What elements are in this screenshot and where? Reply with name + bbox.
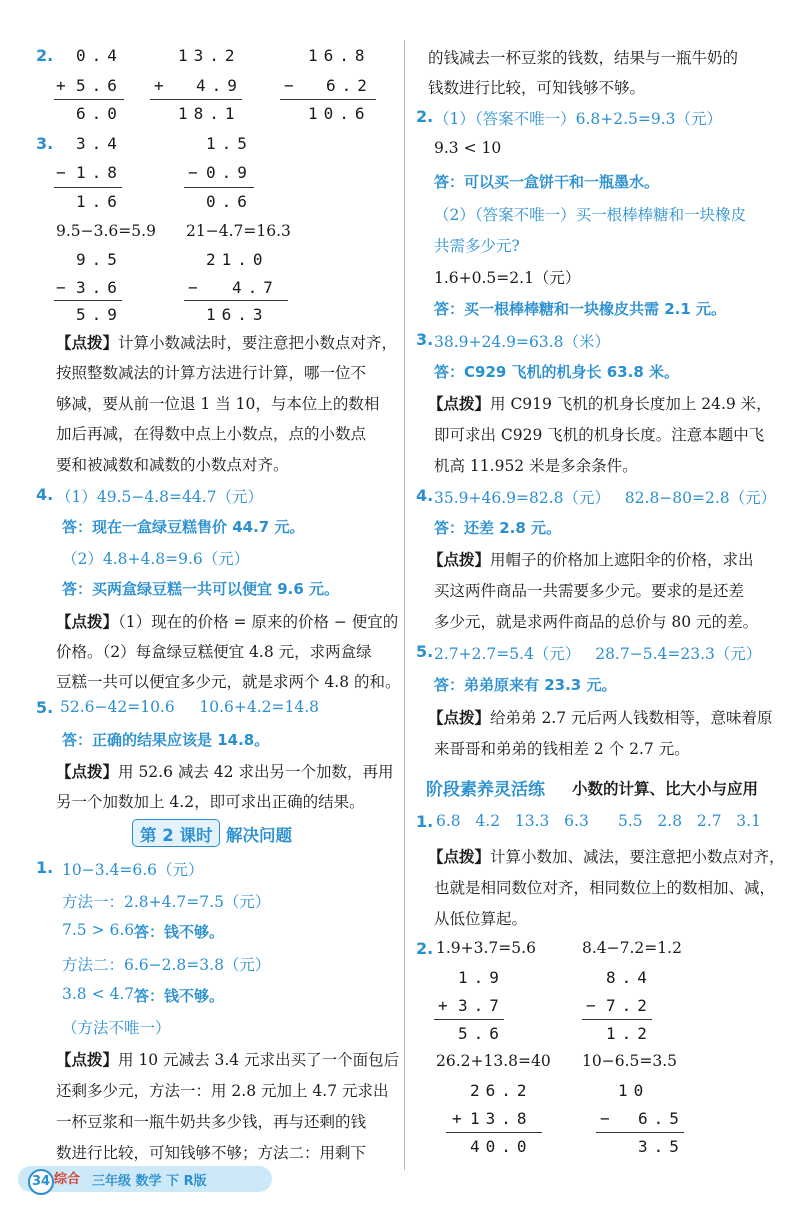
note: （方法不唯一） (62, 1019, 171, 1037)
tip-line (56, 1048, 399, 1070)
sum-line (596, 1132, 684, 1133)
calc-line: 2.7+2.7=5.4（元） 28.7−5.4=23.3（元） (434, 645, 762, 663)
sum-line (184, 187, 254, 188)
r-q2-number: 2. (416, 107, 434, 126)
tip-line (56, 760, 393, 782)
v3-a: 26.2 (470, 1081, 533, 1100)
q5-number: 5. (36, 698, 54, 717)
v3-a: 9.5 (76, 250, 123, 269)
tip-line: 按照整数减法的计算方法进行计算，哪一位不 (56, 364, 367, 382)
section-title: 解决问题 (226, 826, 292, 845)
footer-text: 三年级 数学 下 R版 (92, 1174, 207, 1189)
equation: 26.2+13.8=40 (436, 1052, 551, 1070)
tip-line: 即可求出 C929 飞机的机身长度。注意本题中飞 (434, 426, 765, 444)
calc-line: （2）4.8+4.8=9.6（元） (62, 550, 250, 568)
calc-line: 52.6−42=10.6 10.6+4.2=14.8 (60, 698, 320, 716)
compare: 3.8 < 4.7 (62, 985, 135, 1003)
tip-line: 从低位算起。 (434, 910, 528, 928)
page-number: 34 (28, 1169, 54, 1195)
tip-line: 多少元，就是求两件商品的总价与 80 元的差。 (434, 613, 759, 631)
tip-line: 来哥哥和弟弟的钱相差 2 个 2.7 元。 (434, 740, 690, 758)
equation: 8.4−7.2=1.2 (582, 939, 682, 957)
answer: 答：买两盒绿豆糕一共可以便宜 9.6 元。 (62, 580, 340, 598)
v4-op: − (188, 278, 204, 297)
stage-subtitle: 小数的计算、比大小与应用 (572, 780, 759, 798)
v1-a: 3.4 (76, 134, 123, 153)
sum-line (184, 300, 288, 301)
tip-line (428, 706, 773, 728)
tip-line: 另一个加数加上 4.2，即可求出正确的结果。 (56, 793, 365, 811)
tip-line (56, 331, 397, 353)
tip-line: 也就是相同数位对齐，相同数位上的数相加、减， (434, 879, 776, 897)
v1-a: 1.9 (458, 968, 505, 987)
p1-number: 1. (416, 812, 434, 831)
v3-a: 16.8 (308, 46, 371, 65)
calc-line: 1.6+0.5=2.1（元） (434, 269, 581, 287)
tip-line (428, 392, 772, 414)
q4-number: 4. (36, 485, 54, 504)
answer: 答：买一根棒棒糖和一块橡皮共需 2.1 元。 (434, 300, 727, 318)
v2-b: 7.2 (606, 996, 653, 1015)
tip-text: 用 10 元减去 3.4 元求出买了一个面包后 (118, 1051, 400, 1069)
v4-r: 3.5 (638, 1137, 685, 1156)
v1-op: + (438, 996, 454, 1015)
answer: 答：正确的结果应该是 14.8。 (62, 731, 270, 749)
v1-b: 1.8 (76, 163, 123, 182)
answers-row: 5.5 2.8 2.7 3.1 (618, 812, 761, 830)
tip-text: 计算小数加、减法，要注意把小数点对齐， (490, 848, 785, 866)
v2-op: − (188, 163, 204, 182)
sum-line (54, 187, 122, 188)
v4-a: 10 (618, 1081, 650, 1100)
v3-op: − (56, 278, 72, 297)
v1-r: 1.6 (76, 192, 123, 211)
equation: 10−6.5=3.5 (582, 1052, 677, 1070)
r-q3-number: 3. (416, 330, 434, 349)
method-line: 方法一：2.8+4.7=7.5（元） (62, 893, 271, 911)
sum-line (434, 1019, 504, 1020)
tip-line: 豆糕一共可以便宜多少元，就是求两个 4.8 的和。 (56, 673, 401, 691)
tip-label: 【点拨】 (56, 333, 119, 352)
brand-logo: 综合 (54, 1172, 81, 1187)
v3-r: 10.6 (308, 104, 371, 123)
v1-a: 0.4 (76, 46, 123, 65)
sum-line (54, 300, 122, 301)
v2-op: − (586, 996, 602, 1015)
v2-a: 8.4 (606, 968, 653, 987)
v4-b: 6.5 (638, 1109, 685, 1128)
tip-line: 够减，要从前一位退 1 当 10，与本位上的数相 (56, 395, 380, 413)
v3-b: 3.6 (76, 278, 123, 297)
tip-line: 加后再减，在得数中点上小数点，点的小数点 (56, 425, 367, 443)
tip-text: 用帽子的价格加上遮阳伞的价格，求出 (490, 551, 754, 569)
stage-title: 阶段素养灵活练 (426, 780, 545, 800)
answer: 答：钱不够。 (134, 923, 225, 941)
tip-line: 价格。（2）每盒绿豆糕便宜 4.8 元，求两盒绿 (56, 643, 372, 661)
r-q5-number: 5. (416, 642, 434, 661)
tip-line: 机高 11.952 米是多余条件。 (434, 457, 638, 475)
v2-a: 13.2 (178, 46, 241, 65)
q3-number: 3. (36, 134, 54, 153)
v2-b: 0.9 (206, 163, 253, 182)
answer: 答：弟弟原来有 23.3 元。 (434, 676, 617, 694)
compare: 7.5 > 6.6 (62, 921, 135, 939)
continued-text: 的钱减去一杯豆浆的钱数，结果与一瓶牛奶的 (428, 49, 739, 67)
tip-line (428, 548, 754, 570)
v4-a: 21.0 (206, 250, 269, 269)
continued-text: 钱数进行比较，可知钱够不够。 (428, 79, 646, 97)
method-line: 方法二：6.6−2.8=3.8（元） (62, 956, 271, 974)
tip-text: 用 C919 飞机的机身长度加上 24.9 米， (490, 395, 772, 413)
p2-number: 2. (416, 939, 434, 958)
v1-r: 5.6 (458, 1024, 505, 1043)
calc-line: 10−3.4=6.6（元） (62, 861, 204, 879)
sum-line (54, 99, 124, 100)
r-q4-number: 4. (416, 486, 434, 505)
tip-label: 【点拨】 (428, 394, 491, 413)
v4-b: 4.7 (232, 278, 279, 297)
tip-line: 一杯豆浆和一瓶牛奶共多少钱，再与还剩的钱 (56, 1113, 367, 1131)
calc-line: （2）（答案不唯一）买一根棒棒糖和一块橡皮 (434, 206, 747, 224)
answer: 答：现在一盒绿豆糕售价 44.7 元。 (62, 518, 305, 536)
answer: 答：钱不够。 (134, 987, 225, 1005)
s1-number: 1. (36, 858, 54, 877)
tip-line: 数进行比较，可知钱够不够；方法二：用剩下 (56, 1144, 367, 1162)
v3-op: + (452, 1109, 468, 1128)
compare: 9.3 < 10 (434, 139, 502, 157)
answers-row: 6.8 4.2 13.3 6.3 (436, 812, 589, 830)
v4-op: − (600, 1109, 616, 1128)
tip-label: 【点拨】 (428, 550, 491, 569)
v3-b: 13.8 (470, 1109, 533, 1128)
v2-a: 1.5 (206, 134, 253, 153)
v1-b: 3.7 (458, 996, 505, 1015)
v2-b: 4.9 (196, 76, 243, 95)
tip-line (428, 845, 785, 867)
tip-line: 还剩多少元，方法一：用 2.8 元加上 4.7 元求出 (56, 1082, 389, 1100)
tip-line (56, 610, 398, 632)
sum-line (150, 99, 242, 100)
equation: 21−4.7=16.3 (186, 222, 291, 240)
tip-line: 买这两件商品一共需要多少元。要求的是还差 (434, 582, 745, 600)
v3-b: 6.2 (326, 76, 373, 95)
sum-line (582, 1019, 652, 1020)
v1-op: − (56, 163, 72, 182)
tip-text: 计算小数减法时，要注意把小数点对齐， (118, 334, 398, 352)
v2-r: 1.2 (606, 1024, 653, 1043)
v2-r: 18.1 (178, 104, 241, 123)
calc-line: 38.9+24.9=63.8（米） (434, 333, 611, 351)
equation: 9.5−3.6=5.9 (56, 222, 156, 240)
v4-r: 16.3 (206, 305, 269, 324)
calc-line: 35.9+46.9=82.8（元） 82.8−80=2.8（元） (434, 489, 777, 507)
tip-label: 【点拨】 (428, 847, 491, 866)
tip-label: 【点拨】 (56, 1050, 119, 1069)
v2-r: 0.6 (206, 192, 253, 211)
tip-text: 用 52.6 减去 42 求出另一个加数，再用 (118, 763, 394, 781)
calc-line: 共需多少元? (434, 237, 520, 255)
answer: 答：可以买一盒饼干和一瓶墨水。 (434, 173, 660, 191)
column-divider (404, 40, 405, 1170)
v1-b: 5.6 (76, 76, 123, 95)
answer: 答：还差 2.8 元。 (434, 519, 562, 537)
v3-r: 40.0 (470, 1137, 533, 1156)
tip-label: 【点拨】 (56, 762, 119, 781)
v3-r: 5.9 (76, 305, 123, 324)
sum-line (446, 1132, 542, 1133)
sum-line (280, 99, 376, 100)
v2-op: + (154, 76, 170, 95)
v1-r: 6.0 (76, 104, 123, 123)
calc-line: （1）49.5−4.8=44.7（元） (56, 488, 264, 506)
tip-text: （1）现在的价格 = 原来的价格 − 便宜的 (118, 613, 399, 631)
v3-op: − (284, 76, 300, 95)
tip-label: 【点拨】 (428, 708, 491, 727)
equation: 1.9+3.7=5.6 (436, 939, 536, 957)
tip-line: 要和被减数和减数的小数点对齐。 (56, 456, 289, 474)
section-badge-label: 第 2 课时 (140, 826, 213, 845)
tip-text: 给弟弟 2.7 元后两人钱数相等，意味着原 (490, 709, 773, 727)
calc-line: （1）（答案不唯一）6.8+2.5=9.3（元） (434, 110, 723, 128)
v1-op: + (56, 76, 72, 95)
q2-number: 2. (36, 46, 54, 65)
tip-label: 【点拨】 (56, 612, 119, 631)
answer: 答：C929 飞机的机身长 63.8 米。 (434, 363, 679, 381)
